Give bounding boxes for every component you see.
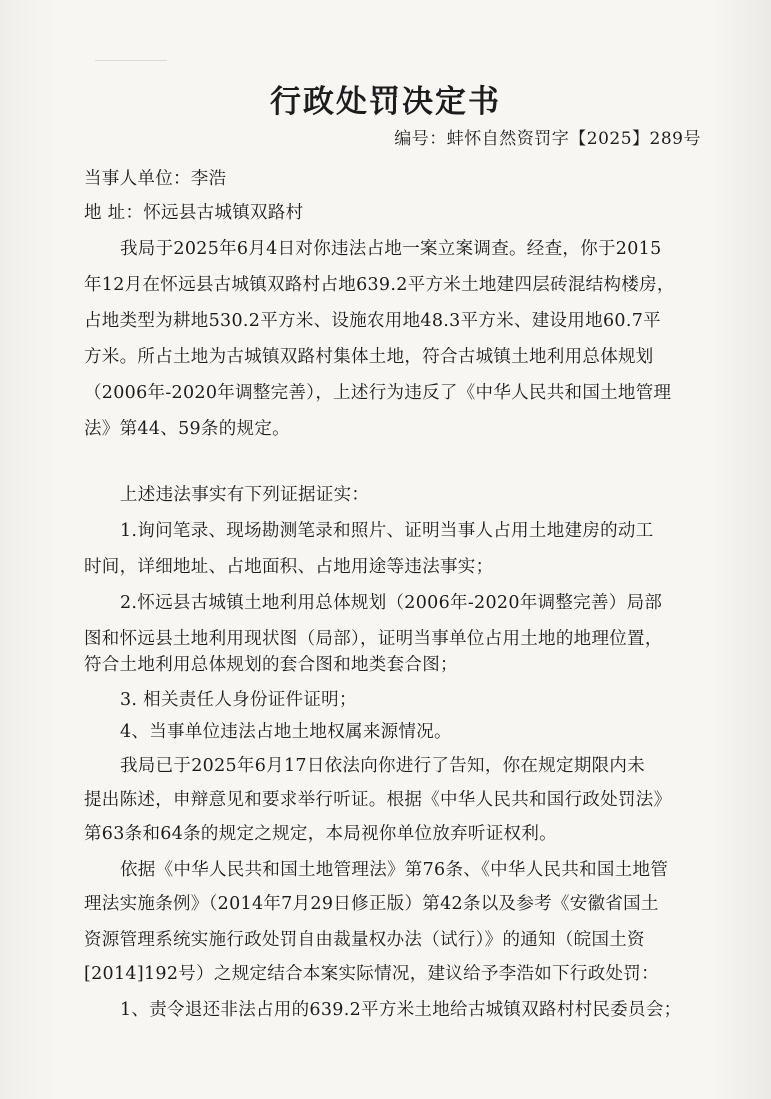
- notice-line: 我局已于2025年6月17日依法向你进行了告知，你在规定期限内未: [120, 756, 646, 776]
- basis-line: 依据《中华人民共和国土地管理法》第76条、《中华人民共和国土地管: [120, 860, 669, 880]
- party-line: 当事人单位：李浩: [84, 169, 227, 189]
- address-line: 地 址：怀远县古城镇双路村: [84, 203, 304, 223]
- basis-line: [2014]192号）之规定结合本案实际情况，建议给予李浩如下行政处罚：: [84, 964, 659, 984]
- document-title: 行政处罚决定书: [270, 84, 501, 120]
- body-line: 法》第44、59条的规定。: [84, 419, 290, 439]
- evidence-item: 图和怀远县土地利用现状图（局部），证明当事单位占用土地的地理位置，: [84, 629, 663, 649]
- evidence-item: 2.怀远县古城镇土地利用总体规划（2006年-2020年调整完善）局部: [120, 593, 663, 613]
- penalty-item: 1、责令退还非法占用的639.2平方米土地给古城镇双路村村民委员会；: [120, 1000, 682, 1020]
- evidence-item: 符合土地利用总体规划的套合图和地类套合图；: [84, 655, 458, 675]
- body-line: 年12月在怀远县古城镇双路村占地639.2平方米土地建四层砖混结构楼房，: [84, 275, 675, 295]
- evidence-item: 4、当事单位违法占地土地权属来源情况。: [120, 722, 452, 742]
- notice-line: 第63条和64条的规定之规定，本局视你单位放弃听证权利。: [84, 824, 557, 844]
- notice-line: 提出陈述，申辩意见和要求举行听证。根据《中华人民共和国行政处罚法》: [84, 790, 672, 810]
- evidence-heading: 上述违法事实有下列证据证实：: [120, 485, 370, 505]
- body-line: 我局于2025年6月4日对你违法占地一案立案调查。经查，你于2015: [120, 239, 662, 259]
- body-line: 占地类型为耕地530.2平方米、设施农用地48.3平方米、建设用地60.7平: [84, 311, 661, 331]
- body-line: （2006年-2020年调整完善），上述行为违反了《中华人民共和国土地管理: [84, 383, 672, 403]
- basis-line: 理法实施条例》（2014年7月29日修正版）第42条以及参考《安徽省国土: [84, 894, 659, 914]
- body-line: 方米。所占土地为古城镇双路村集体土地，符合古城镇土地利用总体规划: [84, 347, 654, 367]
- evidence-item: 时间，详细地址、占地面积、占地用途等违法事实；: [84, 557, 494, 577]
- evidence-item: 3. 相关责任人身份证件证明；: [120, 690, 357, 710]
- basis-line: 资源管理系统实施行政处罚自由裁量权办法（试行）》的通知（皖国土资: [84, 930, 645, 950]
- evidence-item: 1.询问笔录、现场勘测笔录和照片、证明当事人占用土地建房的动工: [120, 521, 654, 541]
- document-number: 编号：蚌怀自然资罚字【2025】289号: [394, 129, 701, 149]
